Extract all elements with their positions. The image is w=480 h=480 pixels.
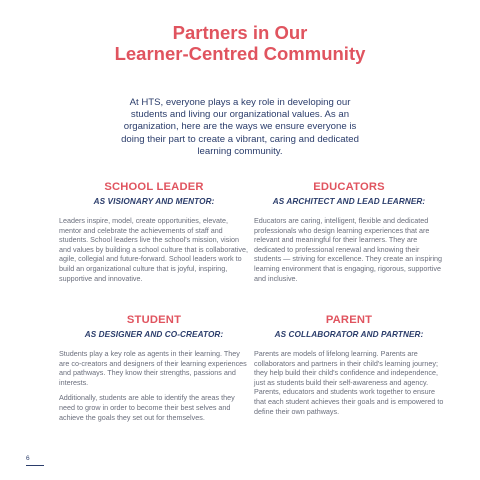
section-parent	[254, 314, 444, 416]
page-title-line-2: Learner-Centred Community	[114, 43, 366, 64]
section-heading: EDUCATORS	[313, 181, 385, 193]
section-body: Leaders inspire, model, create opportunities, elevate, mentor and celebrate the achievements of staff and students. School leaders live the school's mission, vision and values by building a school culture that is collaborative, agile, collegial and future-forward. School leaders work to build an organizational culture that is joyful, inspiring, supportive and innovative.	[59, 216, 248, 283]
section-school-leader	[59, 181, 249, 283]
intro-paragraph: At HTS, everyone plays a key role in developing our students and living our organizational values. As an organization, here are the ways we ensure everyone is doing their part to create a vibrant, caring and dedicated learning community.	[121, 97, 359, 157]
section-educators	[254, 181, 444, 283]
section-body: Parents are models of lifelong learning. Parents are collaborators and partners in their child's learning journey; they help build their child's confidence and independence, just as students build their self-awareness and agency. Parents, educators and students work together to ensure that each student achieves their goals and is empowered to define their own pathways.	[254, 349, 444, 416]
page-number: 6	[26, 455, 30, 462]
section-heading: SCHOOL LEADER	[104, 181, 204, 193]
page-number-rule	[26, 465, 44, 466]
section-subheading: AS VISIONARY AND MENTOR:	[93, 197, 215, 206]
section-subheading: AS COLLABORATOR AND PARTNER:	[274, 330, 424, 339]
section-subheading: AS DESIGNER AND CO-CREATOR:	[84, 330, 224, 339]
section-subheading: AS ARCHITECT AND LEAD LEARNER:	[272, 197, 426, 206]
section-body: Educators are caring, intelligent, flexible and dedicated professionals who design learning experiences that are relevant and meaningful for their learners. They are dedicated to professional renewal and knowing their students — striving for excellence. They create an inspiring learning environment that is engaging, rigorous, supportive and inclusive.	[254, 216, 443, 283]
section-heading: PARENT	[325, 314, 373, 326]
page-title-line-1: Partners in Our	[172, 22, 308, 43]
section-student	[59, 314, 249, 422]
section-body: Additionally, students are able to identify the areas they need to grow in order to become their best selves and achieve the goals they set out for themselves.	[59, 393, 235, 422]
page-title	[0, 22, 480, 64]
section-heading: STUDENT	[126, 314, 182, 326]
section-body: Students play a key role as agents in their learning. They are co-creators and designers of their learning experiences and pathways. They know their strengths, passions and interests.	[59, 349, 247, 387]
